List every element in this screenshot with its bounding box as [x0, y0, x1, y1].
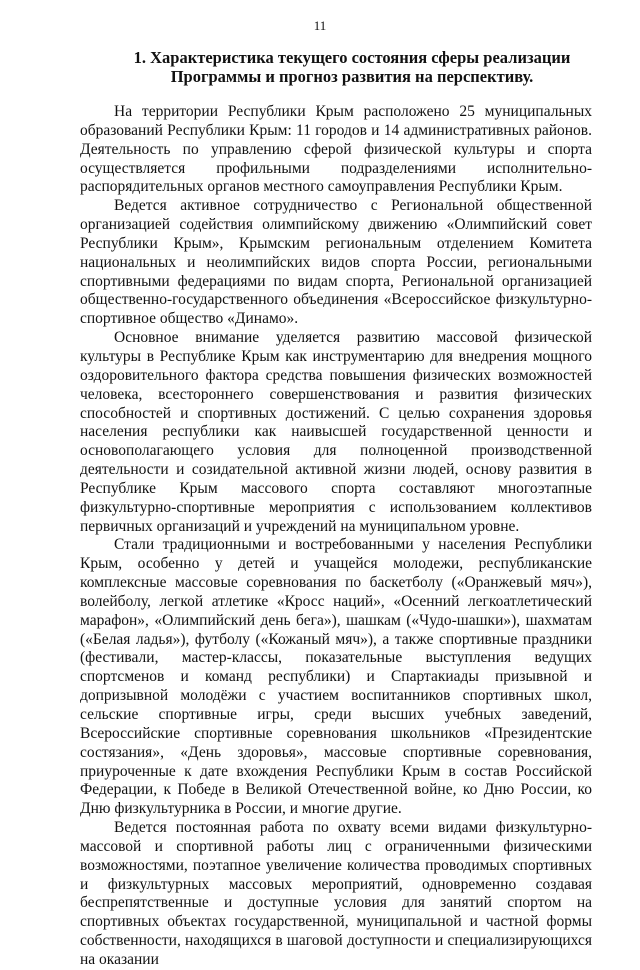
- paragraph: Стали традиционными и востребованными у населения Республики Крым, особенно у детей и учащейся молодежи, республиканские комплексные массовые соревнования по баскетболу («Оранжевый мяч»), волейболу, легкой атлетике «Кросс наций», «Осенний легкоатлетический марафон», «Олимпийский день бега»), шашкам («Чудо-шашки»), шахматам («Белая ладья»), футболу («Кожаный мяч»), а также спортивные праздники (фестивали, мастер-классы, показательные выступления ведущих спортсменов и команд республики) и Спартакиады призывной и допризывной молодёжи с участием воспитанников спортивных школ, сельские спортивные игры, среди высших учебных заведений, Всероссийские спортивные соревнования школьников «Президентские состязания», «День здоровья», массовые спортивные соревнования, приуроченные к дате вхождения Республики Крым в состав Российской Федерации, к Победе в Великой Отечественной войне, ко Дню России, ко Дню физкультурника в России, и многие другие.: [80, 536, 592, 818]
- paragraph: Ведется постоянная работа по охвату всеми видами физкультурно-массовой и спортивной работы лиц с ограниченными физическими возможностями, поэтапное увеличение количества проводимых спортивных и физкультурных массовых мероприятий, одновременно создавая беспрепятственные и доступные условия для занятий спортом на спортивных объектах государственной, муниципальной и частной формы собственности, находящихся в шаговой доступности и специализирующихся на оказании: [80, 819, 592, 968]
- paragraph: Ведется активное сотрудничество с Региональной общественной организацией содействия олимпийскому движению «Олимпийский совет Республики Крым», Крымским региональным отделением Комитета национальных и неолимпийских видов спорта России, региональными спортивными федерациями по видам спорта, Региональной организацией общественно-государственного объединения «Всероссийское физкультурно-спортивное общество «Динамо».: [80, 197, 592, 328]
- section-heading: 1. Характеристика текущего состояния сферы реализации Программы и прогноз развития на перспективу.: [133, 48, 571, 86]
- body-text: [80, 103, 592, 970]
- page-number: 11: [313, 18, 327, 33]
- paragraph: На территории Республики Крым расположено 25 муниципальных образований Республики Крым: 11 городов и 14 административных районов. Деятельность по управлению сферой физической культуры и спорта осуществляется профильными подразделениями исполнительно-распорядительных органов местного самоуправления Республики Крым.: [80, 103, 592, 196]
- paragraph: Основное внимание уделяется развитию массовой физической культуры в Республике Крым как инструментарию для внедрения мощного оздоровительного фактора средства повышения физических возможностей человека, всестороннего совершенствования и развития физических способностей и спортивных достижений. С целью сохранения здоровья населения республики как наивысшей государственной ценности и основополагающего условия для полноценной производственной деятельности и созидательной активной жизни людей, основу развития в Республике Крым массового спорта составляют многоэтапные физкультурно-спортивные мероприятия с использованием коллективов первичных организаций и учреждений на муниципальном уровне.: [80, 329, 592, 535]
